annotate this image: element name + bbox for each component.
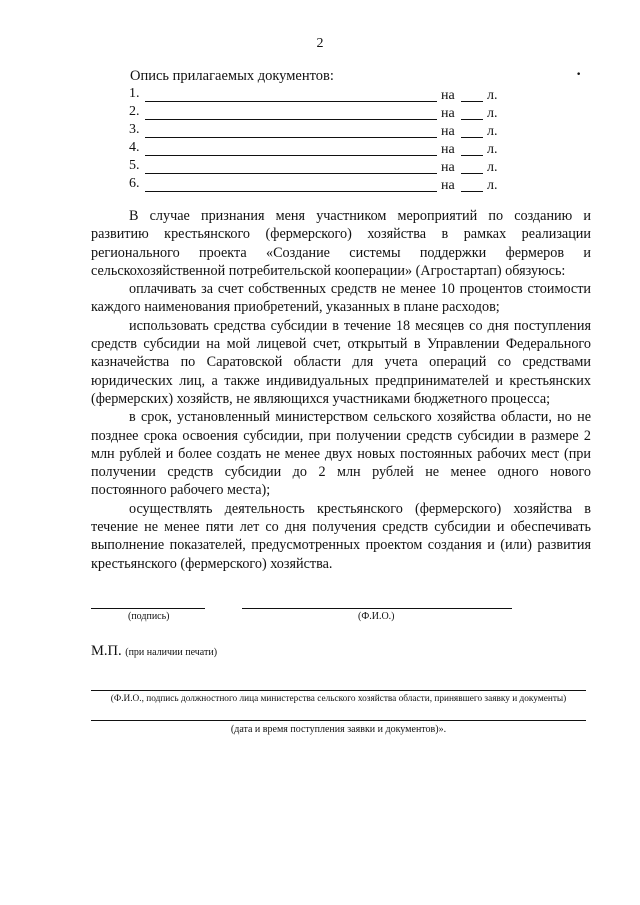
item-l-label: л.	[487, 88, 498, 103]
official-caption: (Ф.И.О., подпись должностного лица министерства сельского хозяйства области, принявшего заявку и документы)	[110, 694, 567, 704]
signature-caption: (подпись)	[128, 611, 170, 622]
item-na-label: на	[441, 142, 455, 157]
list-item	[129, 86, 509, 104]
item-name-blank	[145, 137, 437, 138]
item-l-label: л.	[487, 160, 498, 175]
intro-paragraph: В случае признания меня участником мероприятий по созданию и развитию крестьянского (фермерского) хозяйства в рамках реализации регионального проекта «Создание системы поддержки фермеров и сельскохозяйственной потребительской кооперации» (Агростартап) обязуюсь:	[91, 208, 591, 279]
name-line	[242, 608, 512, 609]
item-l-label: л.	[487, 106, 498, 121]
list-item	[129, 104, 509, 122]
item-number: 2.	[129, 104, 140, 119]
obligation-jobs: в срок, установленный министерством сельского хозяйства области, но не позднее срока освоения субсидии, при получении средств субсидии в размере 2 млн рублей и более создать не менее двух новых постоянных рабочих мест (при получении средств субсидии до 2 млн рублей не менее одного нового постоянного рабочего места);	[91, 409, 591, 499]
signature-line	[91, 608, 205, 609]
item-l-label: л.	[487, 142, 498, 157]
item-na-label: на	[441, 88, 455, 103]
document-list	[129, 86, 509, 194]
list-title: Опись прилагаемых документов:	[130, 68, 334, 84]
item-na-label: на	[441, 178, 455, 193]
item-pages-blank	[461, 155, 483, 156]
list-item	[129, 176, 509, 194]
name-caption: (Ф.И.О.)	[358, 611, 395, 622]
list-item	[129, 158, 509, 176]
date-caption: (дата и время поступления заявки и документов)».	[230, 724, 447, 735]
obligations-text	[91, 207, 591, 573]
item-pages-blank	[461, 191, 483, 192]
item-name-blank	[145, 173, 437, 174]
item-number: 1.	[129, 86, 140, 101]
item-number: 6.	[129, 176, 140, 191]
item-pages-blank	[461, 101, 483, 102]
obligation-activity: осуществлять деятельность крестьянского (фермерского) хозяйства в течение не менее пяти лет со дня получения средств субсидии и обеспечивать выполнение показателей, предусмотренных проектом создания и (или) развития крестьянского (фермерского) хозяйства.	[91, 500, 591, 572]
item-name-blank	[145, 155, 437, 156]
list-item	[129, 140, 509, 158]
item-l-label: л.	[487, 124, 498, 139]
date-line	[91, 720, 586, 721]
item-number: 3.	[129, 122, 140, 137]
stamp-place	[91, 643, 217, 660]
scan-mark: ·	[576, 66, 582, 83]
obligation-cofinancing: оплачивать за счет собственных средств не менее 10 процентов стоимости каждого наименования приобретений, указанных в плане расходов;	[91, 281, 591, 316]
item-name-blank	[145, 191, 437, 192]
item-number: 5.	[129, 158, 140, 173]
obligation-subsidy-use: использовать средства субсидии в течение 18 месяцев со дня поступления средств субсидии на мой лицевой счет, открытый в Управлении Федерального казначейства по Саратовской области для учета операций со средствами юридических лиц, а также индивидуальных предпринимателей и крестьянских (фермерских) хозяйств, не являющихся участниками бюджетного процесса;	[91, 317, 591, 407]
stamp-note: (при наличии печати)	[125, 647, 218, 658]
official-line	[91, 690, 586, 691]
item-pages-blank	[461, 173, 483, 174]
item-pages-blank	[461, 119, 483, 120]
item-na-label: на	[441, 160, 455, 175]
stamp-label: М.П.	[91, 643, 122, 659]
page-number: 2	[316, 36, 324, 51]
item-l-label: л.	[487, 178, 498, 193]
item-na-label: на	[441, 124, 455, 139]
item-pages-blank	[461, 137, 483, 138]
item-na-label: на	[441, 106, 455, 121]
item-name-blank	[145, 119, 437, 120]
list-item	[129, 122, 509, 140]
item-name-blank	[145, 101, 437, 102]
item-number: 4.	[129, 140, 140, 155]
